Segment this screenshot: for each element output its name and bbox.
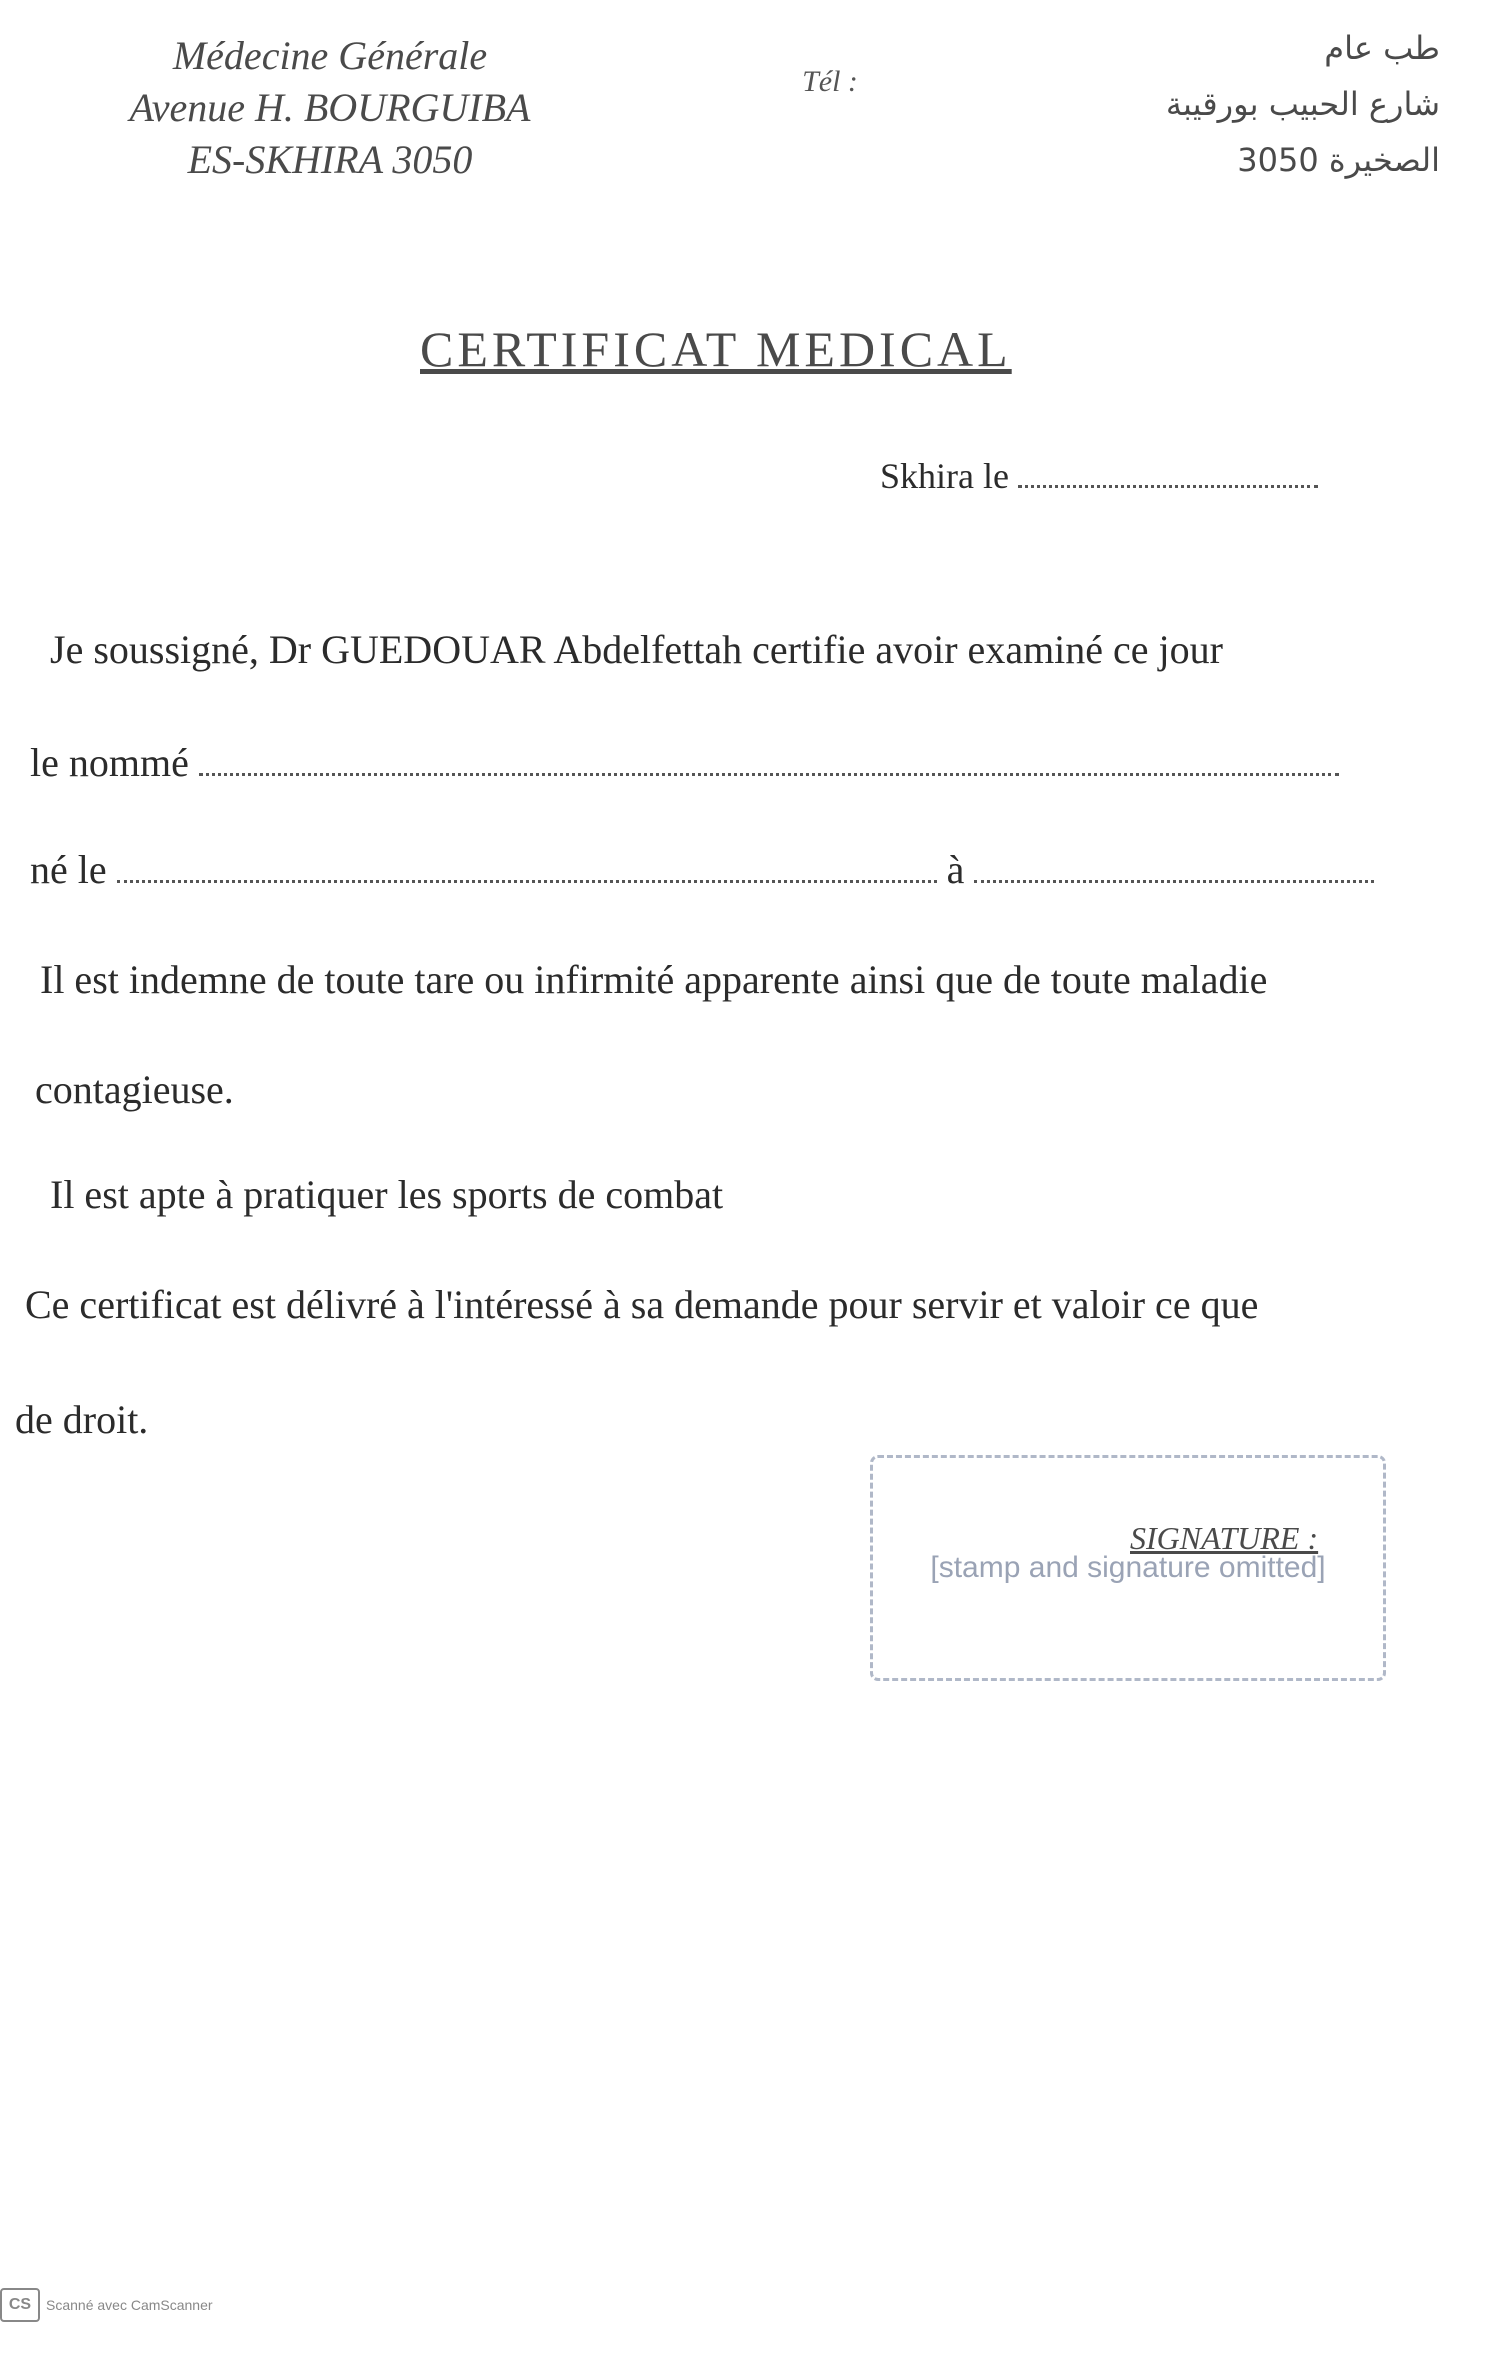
tel-label: Tél : bbox=[802, 65, 858, 98]
body-line-4: Il est indemne de toute tare ou infirmité apparente ainsi que de toute maladie bbox=[40, 957, 1268, 1002]
letterhead-city: ES-SKHIRA 3050 bbox=[187, 137, 473, 182]
letterhead-phone-block bbox=[660, 60, 1000, 104]
letterhead-city-ar: الصخيرة 3050 bbox=[1237, 141, 1440, 179]
letterhead-left bbox=[70, 30, 590, 186]
letterhead-specialty: Médecine Générale bbox=[172, 33, 488, 78]
body-line-6: Il est apte à pratiquer les sports de combat bbox=[50, 1172, 724, 1217]
letterhead-specialty-ar: طب عام bbox=[1324, 29, 1440, 67]
date-field[interactable] bbox=[1018, 455, 1318, 488]
date-line bbox=[880, 455, 1318, 497]
scanner-footer-text: Scanné avec CamScanner bbox=[46, 2297, 213, 2313]
birth-date-field[interactable] bbox=[117, 850, 937, 883]
birth-prefix: né le bbox=[30, 847, 107, 892]
letterhead-right bbox=[1000, 20, 1440, 188]
body-line-8: de droit. bbox=[15, 1397, 149, 1442]
date-prefix: Skhira le bbox=[880, 456, 1009, 496]
letterhead-address: Avenue H. BOURGUIBA bbox=[129, 85, 531, 130]
birth-line bbox=[30, 845, 1374, 895]
birth-place-prefix: à bbox=[946, 847, 965, 892]
stamp-placeholder-text: [stamp and signature omitted] bbox=[930, 1551, 1326, 1584]
name-prefix: le nommé bbox=[30, 740, 189, 785]
stamp-placeholder bbox=[870, 1455, 1386, 1681]
body-line-7: Ce certificat est délivré à l'intéressé à sa demande pour servir et valoir ce que bbox=[25, 1282, 1259, 1327]
birth-place-field[interactable] bbox=[974, 850, 1374, 883]
camscanner-logo-icon: CS bbox=[0, 2288, 40, 2322]
document-title: CERTIFICAT MEDICAL bbox=[420, 321, 1012, 377]
body-line-1: Je soussigné, Dr GUEDOUAR Abdelfettah certifie avoir examiné ce jour bbox=[50, 627, 1223, 672]
body-line-5: contagieuse. bbox=[35, 1067, 234, 1112]
letterhead-address-ar: شارع الحبيب بورقيبة bbox=[1165, 85, 1440, 123]
signature-label: SIGNATURE : bbox=[1130, 1520, 1319, 1556]
scanner-footer bbox=[0, 2288, 213, 2322]
name-line bbox=[30, 738, 1339, 788]
name-field[interactable] bbox=[199, 743, 1339, 776]
